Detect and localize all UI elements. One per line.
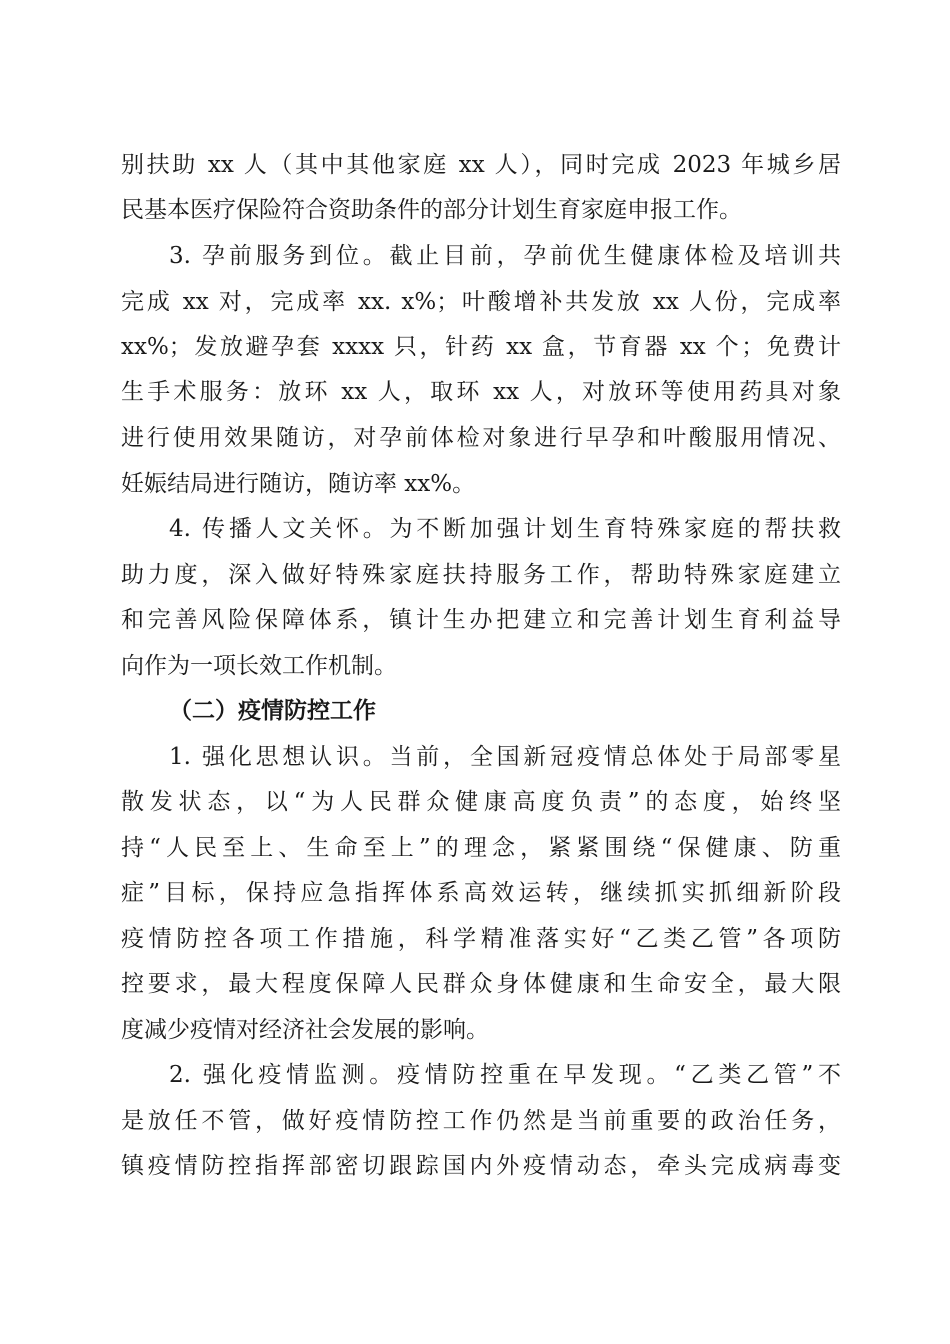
text-line: 控要求，最大程度保障人民群众身体健康和生命安全，最大限 <box>121 971 841 997</box>
text-line: 度减少疫情对经济社会发展的影响。 <box>121 1017 489 1043</box>
text-line: 向作为一项长效工作机制。 <box>121 653 397 679</box>
text-line: 1. 强化思想认识。当前，全国新冠疫情总体处于局部零星 <box>169 744 841 770</box>
text-line: 2. 强化疫情监测。疫情防控重在早发现。“乙类乙管”不 <box>169 1062 841 1088</box>
text-line: 镇疫情防控指挥部密切跟踪国内外疫情动态，牵头完成病毒变 <box>121 1153 841 1179</box>
text-line: 助力度，深入做好特殊家庭扶持服务工作，帮助特殊家庭建立 <box>121 562 841 588</box>
text-line: 持“人民至上、生命至上”的理念，紧紧围绕“保健康、防重 <box>121 835 841 861</box>
text-line: xx%；发放避孕套 xxxx 只，针药 xx 盒，节育器 xx 个；免费计 <box>121 334 841 360</box>
text-line: 别扶助 xx 人（其中其他家庭 xx 人），同时完成 2023 年城乡居 <box>121 152 841 178</box>
text-line: 民基本医疗保险符合资助条件的部分计划生育家庭申报工作。 <box>121 197 742 223</box>
section-heading: （二）疫情防控工作 <box>169 697 376 724</box>
text-line: 3. 孕前服务到位。截止目前，孕前优生健康体检及培训共 <box>169 243 841 269</box>
text-line: 和完善风险保障体系，镇计生办把建立和完善计划生育利益导 <box>121 607 841 633</box>
text-line: 进行使用效果随访，对孕前体检对象进行早孕和叶酸服用情况、 <box>121 425 841 451</box>
text-line: 4. 传播人文关怀。为不断加强计划生育特殊家庭的帮扶救 <box>169 516 841 542</box>
text-line: 散发状态，以“为人民群众健康高度负责”的态度，始终坚 <box>121 789 841 815</box>
text-line: 症”目标，保持应急指挥体系高效运转，继续抓实抓细新阶段 <box>121 880 841 906</box>
text-line: 是放任不管，做好疫情防控工作仍然是当前重要的政治任务， <box>121 1108 841 1134</box>
text-line: 疫情防控各项工作措施，科学精准落实好“乙类乙管”各项防 <box>121 926 841 952</box>
text-line: 生手术服务：放环 xx 人，取环 xx 人，对放环等使用药具对象 <box>121 379 841 405</box>
text-line: 妊娠结局进行随访，随访率 xx%。 <box>121 471 476 497</box>
text-line: 完成 xx 对，完成率 xx. x%；叶酸增补共发放 xx 人份，完成率 <box>121 289 841 315</box>
